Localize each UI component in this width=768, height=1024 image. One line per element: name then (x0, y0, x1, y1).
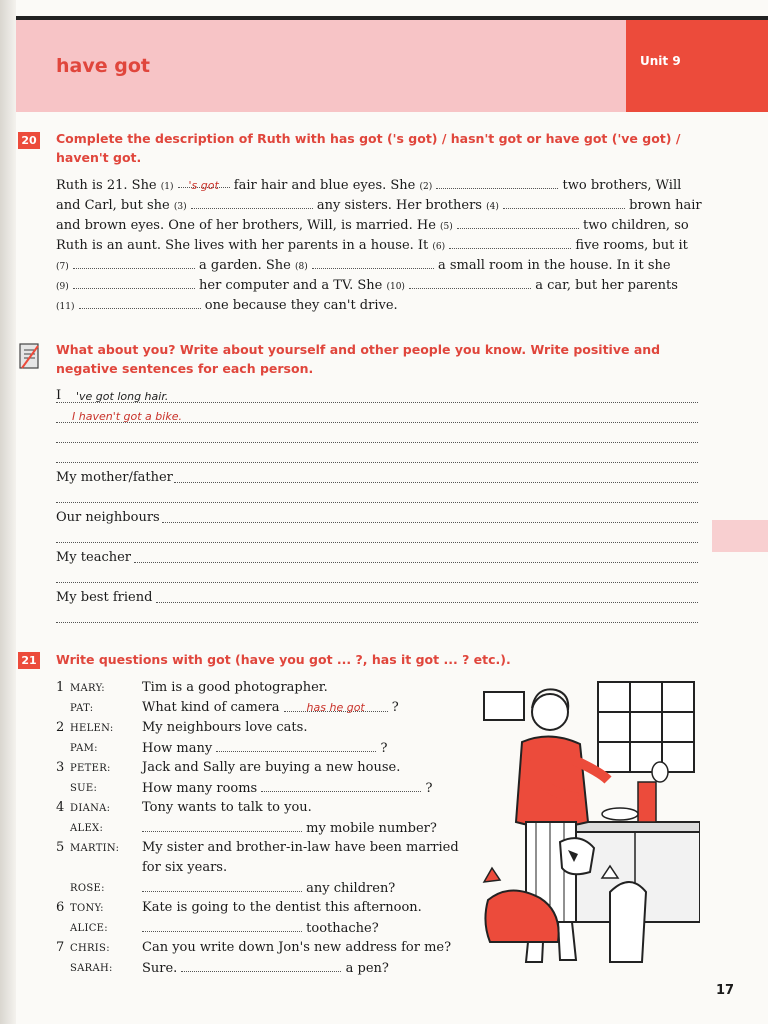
writing-line[interactable] (56, 442, 698, 443)
prompt-teacher: My teacher (56, 550, 132, 565)
gap-8[interactable] (312, 257, 434, 269)
ex20-line-2 (56, 196, 702, 217)
side-tab (712, 520, 768, 552)
text-run: a small room in the house. In it she (433, 258, 671, 273)
instruction-line: haven't got. (56, 150, 142, 165)
gap-6[interactable] (449, 237, 571, 249)
statement: My sister and brother-in-law have been married (142, 840, 459, 855)
speaker-name: DIANA: (70, 803, 111, 814)
handwritten-answer-1: 've got long hair. (76, 390, 169, 403)
ex20-line-1 (56, 176, 681, 197)
text-run: five rooms, but it (571, 238, 688, 253)
text-run: and Carl, but she (56, 198, 174, 213)
exercise-20-instruction (56, 129, 680, 167)
question-line (142, 820, 437, 836)
writing-line[interactable] (134, 562, 698, 563)
gap-number: (7) (56, 262, 69, 272)
gap-number: (10) (386, 282, 405, 292)
woman-feeding-cats-illustration (470, 672, 700, 972)
item-number: 2 (56, 720, 65, 735)
gap-number: (2) (419, 182, 433, 192)
text-run: two children, so (578, 218, 689, 233)
speaker-name: HELEN: (70, 723, 114, 734)
text-run: one because they can't drive. (200, 298, 398, 313)
handwritten-answer: has he got (306, 701, 365, 714)
question-line (142, 700, 399, 715)
item-number: 3 (56, 760, 65, 775)
answer-gap[interactable] (284, 700, 388, 712)
i-label: I (56, 388, 62, 403)
writing-line[interactable] (174, 482, 698, 483)
writing-line[interactable] (56, 422, 698, 423)
writing-line[interactable] (56, 502, 698, 503)
text-run: How many (142, 741, 213, 756)
writing-line[interactable] (162, 522, 698, 523)
prompt-mother-father: My mother/father (56, 468, 177, 488)
ex20-line-5 (56, 256, 671, 277)
handwritten-answer-2: I haven't got a bike. (72, 410, 182, 423)
gap-number: (4) (486, 202, 499, 212)
speaker-name: ROSE: (70, 883, 105, 894)
unit-label: Unit 9 (640, 54, 681, 68)
question-line (142, 960, 389, 976)
exercise-21-instruction: Write questions with got (have you got ... ?, has it got ... ? etc.). (56, 652, 511, 667)
gap-10[interactable] (409, 277, 531, 289)
writing-line[interactable] (56, 542, 698, 543)
writing-line[interactable] (56, 622, 698, 623)
writing-line[interactable] (156, 602, 698, 603)
text-run: any children? (306, 881, 396, 896)
ex20-line-3 (56, 216, 689, 237)
text-run: fair hair and blue eyes. She (229, 178, 420, 193)
text-run: and brown eyes. One of her brothers, Will, is married. He (56, 218, 441, 233)
text-run: my mobile number? (306, 821, 437, 836)
exercise-20-number: 20 (18, 132, 40, 149)
statement: Can you write down Jon's new address for me? (142, 940, 452, 955)
answer-gap[interactable] (142, 820, 302, 832)
speaker-name: ALEX: (70, 823, 104, 834)
handwritten-answer: 's got (188, 179, 219, 192)
text-run: ? (425, 781, 433, 796)
text-run: ? (380, 741, 388, 756)
gap-number: (1) (160, 182, 174, 192)
text-run: Ruth is an aunt. She lives with her parents in a house. It (56, 238, 433, 253)
statement-continued: for six years. (142, 860, 228, 875)
text-run: Sure. (142, 961, 178, 976)
speaker-name: SUE: (70, 783, 98, 794)
gap-4[interactable] (503, 197, 625, 209)
page-number: 17 (716, 983, 735, 998)
exercise-21-number: 21 (18, 652, 40, 669)
text-run: brown hair (624, 198, 702, 213)
item-number: 6 (56, 900, 65, 915)
text-run: How many rooms (142, 781, 258, 796)
speaker-name: PETER: (70, 763, 111, 774)
text-run: toothache? (306, 921, 379, 936)
text-run: Ruth is 21. She (56, 178, 161, 193)
speaker-name: PAT: (70, 703, 94, 714)
gap-9[interactable] (73, 277, 195, 289)
gap-number: (6) (432, 242, 446, 252)
statement: Jack and Sally are buying a new house. (142, 760, 401, 775)
item-number: 4 (56, 800, 65, 815)
answer-gap[interactable] (181, 960, 341, 972)
text-run: a garden. She (194, 258, 295, 273)
page-title: have got (56, 55, 150, 77)
prompt-best-friend: My best friend (56, 590, 153, 605)
text-run: her computer and a TV. She (194, 278, 387, 293)
writing-line[interactable] (56, 402, 698, 403)
personal-instruction (56, 340, 660, 378)
gap-3[interactable] (191, 197, 313, 209)
ex20-line-6 (56, 276, 678, 297)
gap-number: (11) (56, 302, 75, 312)
question-line (142, 880, 395, 896)
item-number: 5 (56, 840, 65, 855)
answer-gap[interactable] (142, 880, 302, 892)
writing-line[interactable] (56, 582, 698, 583)
prompt-neighbours: Our neighbours (56, 510, 160, 525)
instruction-line: What about you? Write about yourself and other people you know. Write positive and (56, 342, 661, 357)
gap-2[interactable] (436, 177, 558, 189)
gap-number: (5) (440, 222, 453, 232)
text-run: ? (391, 700, 399, 715)
speaker-name: CHRIS: (70, 943, 110, 954)
notebook-icon (18, 342, 42, 372)
speaker-name: MARTIN: (70, 843, 120, 854)
speaker-name: TONY: (70, 903, 104, 914)
page-spine-shadow (0, 0, 16, 1024)
speaker-name: MARY: (70, 683, 105, 694)
answer-gap[interactable] (261, 780, 421, 792)
text-run: two brothers, Will (558, 178, 682, 193)
question-line (142, 780, 432, 796)
text-run: a car, but her parents (531, 278, 678, 293)
gap-number: (3) (173, 202, 187, 212)
text-run: a pen? (345, 961, 389, 976)
answer-gap[interactable] (142, 920, 302, 932)
gap-number: (8) (294, 262, 308, 272)
text-run: What kind of camera (142, 700, 280, 715)
statement: Tony wants to talk to you. (142, 800, 312, 815)
gap-number: (9) (56, 282, 69, 292)
writing-line[interactable] (56, 462, 698, 463)
ex20-line-7 (56, 296, 398, 317)
instruction-line: negative sentences for each person. (56, 361, 314, 376)
answer-gap[interactable] (216, 740, 376, 752)
speaker-name: ALICE: (70, 923, 108, 934)
item-number: 7 (56, 940, 65, 955)
question-line (142, 920, 379, 936)
text-run: any sisters. Her brothers (312, 198, 487, 213)
speaker-name: SARAH: (70, 963, 113, 974)
question-line (142, 740, 387, 756)
gap-1[interactable] (178, 176, 230, 192)
gap-11[interactable] (79, 297, 201, 309)
statement: Tim is a good photographer. (142, 680, 328, 695)
speaker-name: PAM: (70, 743, 98, 754)
gap-7[interactable] (73, 257, 195, 269)
gap-5[interactable] (457, 217, 579, 229)
statement: My neighbours love cats. (142, 720, 308, 735)
statement: Kate is going to the dentist this afternoon. (142, 900, 422, 915)
item-number: 1 (56, 680, 65, 695)
instruction-line: Complete the description of Ruth with has got ('s got) / hasn't got or have got ('ve got) / (56, 131, 681, 146)
ex20-line-4 (56, 236, 688, 257)
